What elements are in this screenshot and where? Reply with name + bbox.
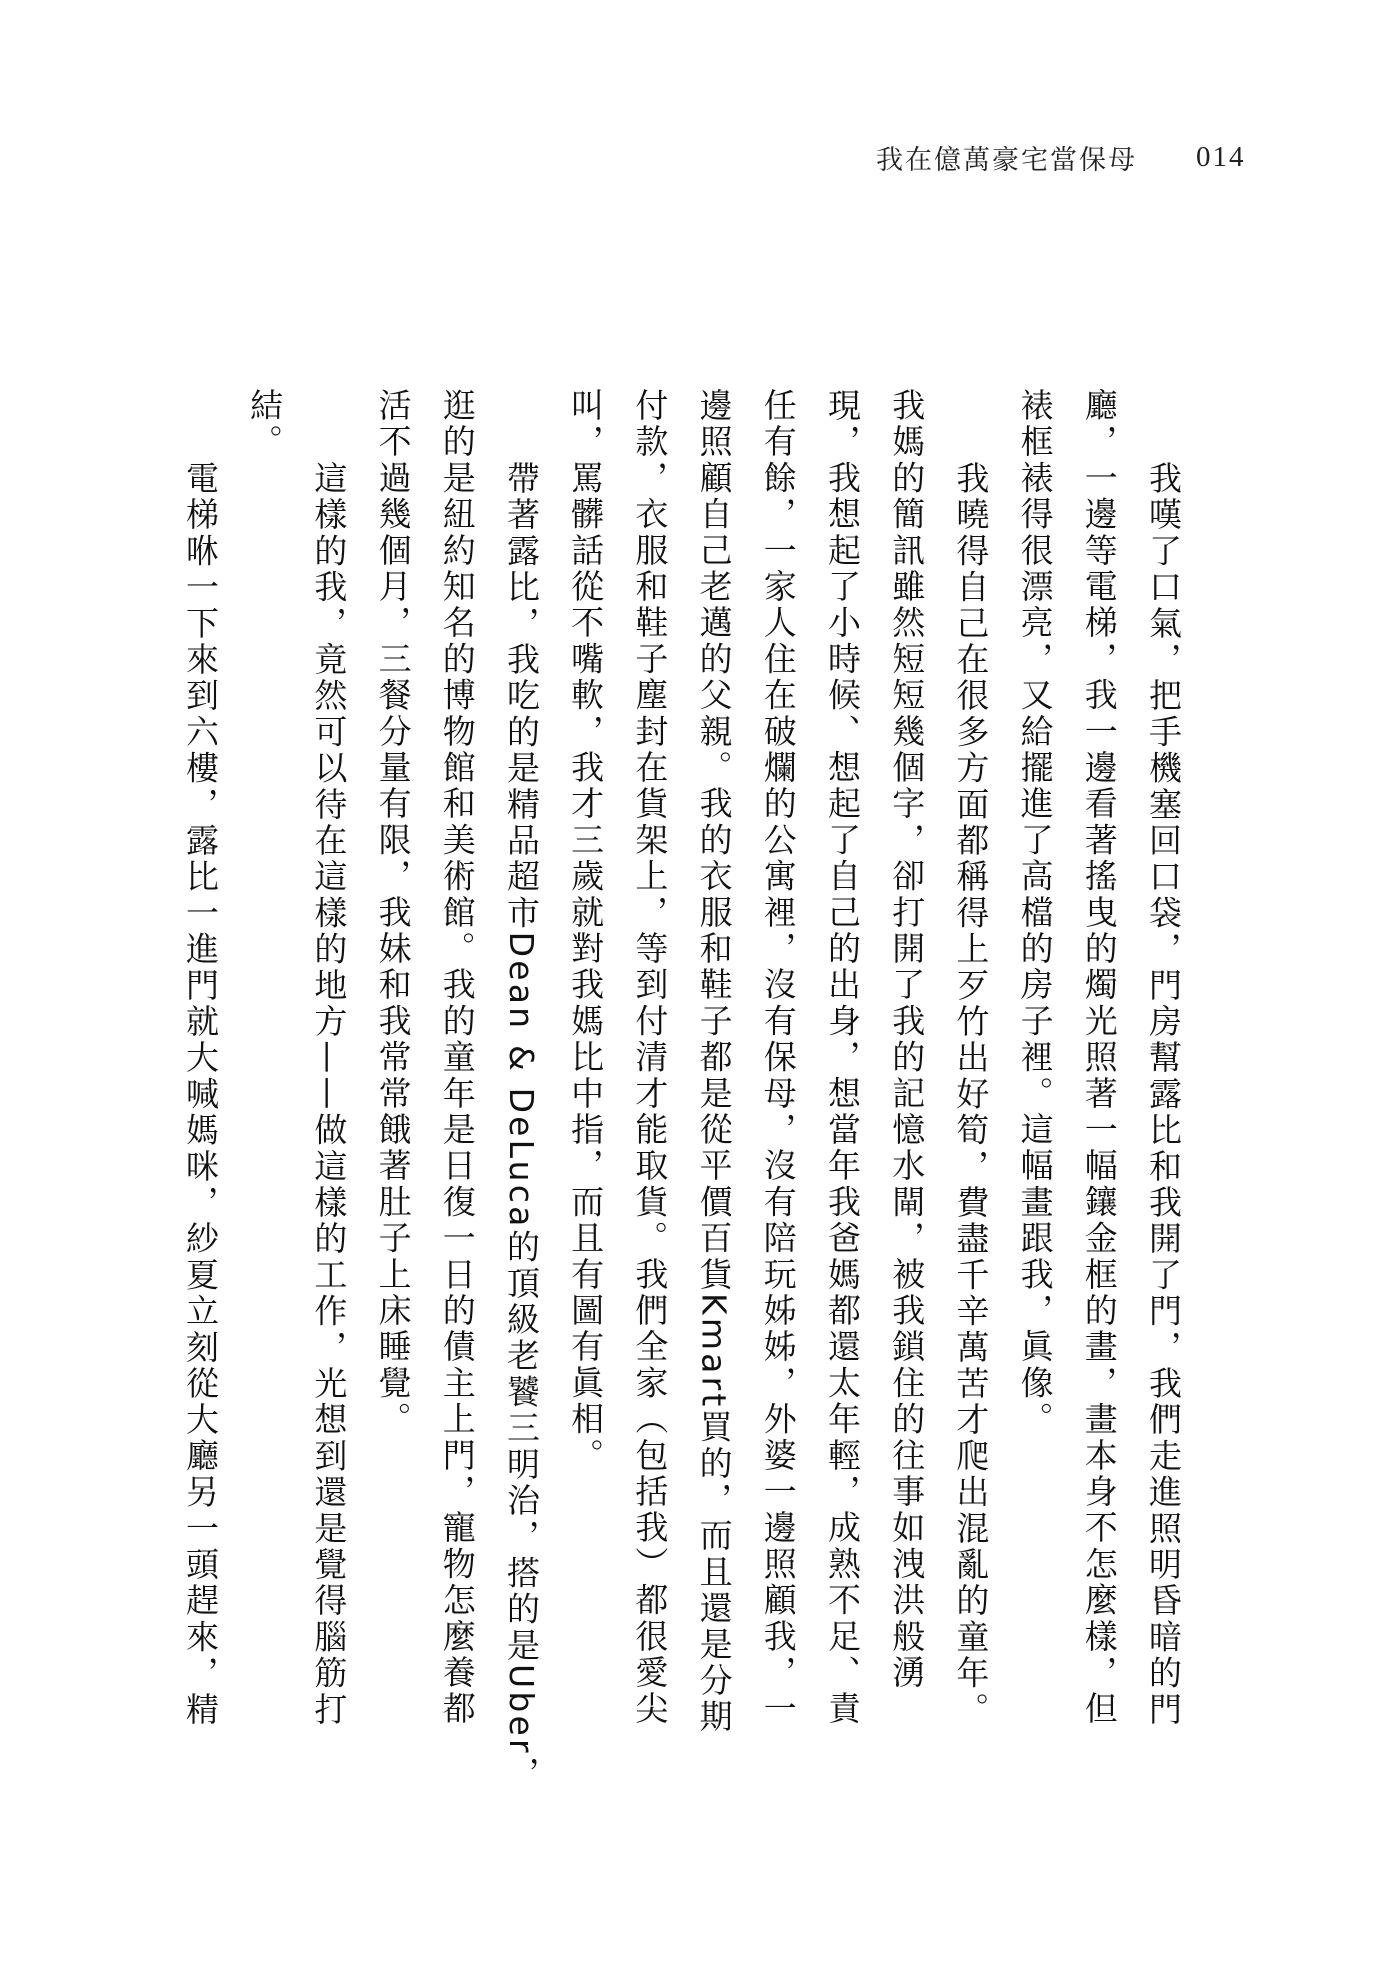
text-column-9: 付款，衣服和鞋子塵封在貨架上，等到付清才能取貨。我們全家（包括我）都很愛尖: [630, 388, 670, 1728]
text-column-7: 任有餘，一家人住在破爛的公寓裡，沒有保母，沒有陪玩姊姊，外婆一邊照顧我，一: [758, 388, 798, 1728]
text-column-6: 現，我想起了小時候、想起了自己的出身，想當年我爸媽都還太年輕，成熟不足、責: [822, 388, 862, 1728]
text-column-2: 廳，一邊等電梯，我一邊看著搖曳的燭光照著一幅鑲金框的畫，畫本身不怎麼樣，但: [1079, 388, 1119, 1728]
text-column-8: 邊照顧自己老邁的父親。我的衣服和鞋子都是從平價百貨Kmart買的，而且還是分期: [694, 388, 734, 1736]
text-column-4: 我曉得自己在很多方面都稱得上歹竹出好筍，費盡千辛萬苦才爬出混亂的童年。: [951, 460, 991, 1728]
text-column-16: 電梯咻一下來到六樓，露比一進門就大喊媽咪，紗夏立刻從大廳另一頭趕來，精: [180, 460, 220, 1728]
text-column-14: 這樣的我，竟然可以待在這樣的地方——做這樣的工作，光想到還是覺得腦筋打: [309, 460, 349, 1728]
text-column-12: 逛的是紐約知名的博物館和美術館。我的童年是日復一日的債主上門，寵物怎麼養都: [437, 388, 477, 1728]
vertical-body-text: [175, 388, 1195, 1792]
text-column-15: 結。: [245, 388, 285, 461]
book-title: 我在億萬豪宅當保母: [876, 144, 1137, 176]
running-header: [876, 140, 1246, 176]
text-column-13: 活不過幾個月，三餐分量有限，我妹和我常常餓著肚子上床睡覺。: [373, 388, 413, 1438]
text-column-5: 我媽的簡訊雖然短短幾個字，卻打開了我的記憶水閘，被我鎖住的往事如洩洪般湧: [887, 388, 927, 1692]
text-column-1: 我嘆了口氣，把手機塞回口袋，門房幫露比和我開了門，我們走進照明昏暗的門: [1144, 460, 1183, 1728]
page-number: 014: [1196, 140, 1246, 173]
text-column-3: 裱框裱得很漂亮，又給擺進了高檔的房子裡。這幅畫跟我，眞像。: [1015, 388, 1055, 1438]
text-column-10: 叫，罵髒話從不嘴軟，我才三歲就對我媽比中指，而且有圖有眞相。: [566, 388, 606, 1474]
text-column-11: 帶著露比，我吃的是精品超市Dean & DeLuca的頂級老饕三明治，搭的是Uber，: [501, 460, 541, 1792]
